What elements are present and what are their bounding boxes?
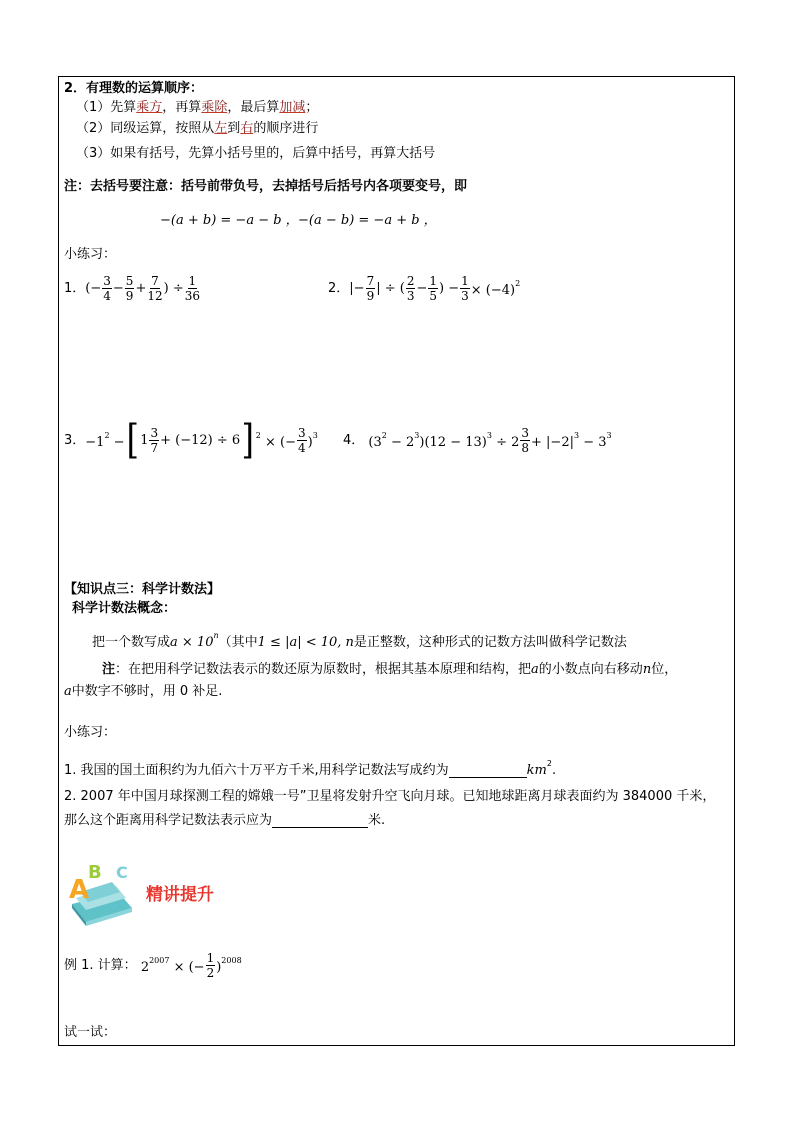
practice-label-2: 小练习： [64,725,117,740]
question-2-line-1: 2. 2007 年中国月球探测工程的嫦娥一号”卫星将发射升空飞向月球。已知地球距离月球表面约为 384000 千米， [64,789,716,804]
order-rule-1: （1）先算乘方，再算乘除，最后算加减； [76,100,319,115]
section-2-title: 2．有理数的运算顺序： [64,81,204,96]
restore-note-line-1: 注：在把用科学记数法表示的数还原为原数时，根据其基本原理和结构，把a的小数点向右移动n位， [102,662,678,677]
answer-blank-2[interactable] [272,814,368,828]
exercise-2: 2． |− $\frac{7}{9}$ | ÷ ( $\frac{2}{3}$ − $\frac{1}{5}$ ) − $\frac{1}{3}$ × $(-4)^2$ [328,273,521,303]
question-1: 1. 我国的国土面积约为九佰六十万平方千米,用科学记数法写成约为 $km^2$. [64,759,557,778]
practice-label: 小练习： [64,247,117,262]
try-it-label: 试一试： [64,1025,117,1040]
formula-2: −(a − b) = −a + b ， [298,213,437,228]
svg-text:A: A [69,875,90,905]
jingjiang-heading: 精讲提升 [146,885,214,905]
scientific-notation-concept: 科学计数法概念： [72,601,177,616]
order-rule-3: （3）如果有括号，先算小括号里的，后算中括号，再算大括号 [76,146,436,161]
answer-blank-1[interactable] [449,764,527,778]
question-2-line-2: 那么这个距离用科学记数法表示应为 米. [64,813,386,828]
exercise-1: 1． (− $\frac{3}{4}$ − $\frac{5}{9}$ + $\frac{7}{12}$ ) ÷ $\frac{1}{36}$ [64,273,201,303]
formula-1: −(a + b) = −a − b ， [160,213,299,228]
example-1: 例 1. 计算： $2^{2007}$ × (− $\frac{1}{2}$ )$^{2008}$ [64,950,242,980]
order-rule-2: （2）同级运算，按照从左到右的顺序进行 [76,121,319,136]
svg-text:C: C [116,863,128,882]
exercise-3: 3． $-1^2$ − [ 1 $\frac{3}{7}$ + (−12) ÷ 6 ] $^2$ × (− $\frac{3}{4}$ )$^3$ [64,417,318,463]
sign-change-note: 注：去括号要注意：括号前带负号，去掉括号后括号内各项要变号，即 [64,179,468,194]
exercise-4: 4． $(3^2 - 2^3)(12 - 13)^3 \div 2$ $\frac{3}{8}$ + $|-2|^3 - 3^3$ [343,425,612,455]
scientific-notation-definition: 把一个数写成$a \times 10^n$（其中1 ≤ |a| < 10, n是正整数，这种形式的记数方法叫做科学记数法 [92,631,627,650]
restore-note-line-2: a中数字不够时，用 0 补足. [64,684,223,699]
svg-text:B: B [88,862,102,883]
abc-books-logo [66,852,146,926]
section-3-title: 【知识点三：科学计数法】 [64,582,221,597]
